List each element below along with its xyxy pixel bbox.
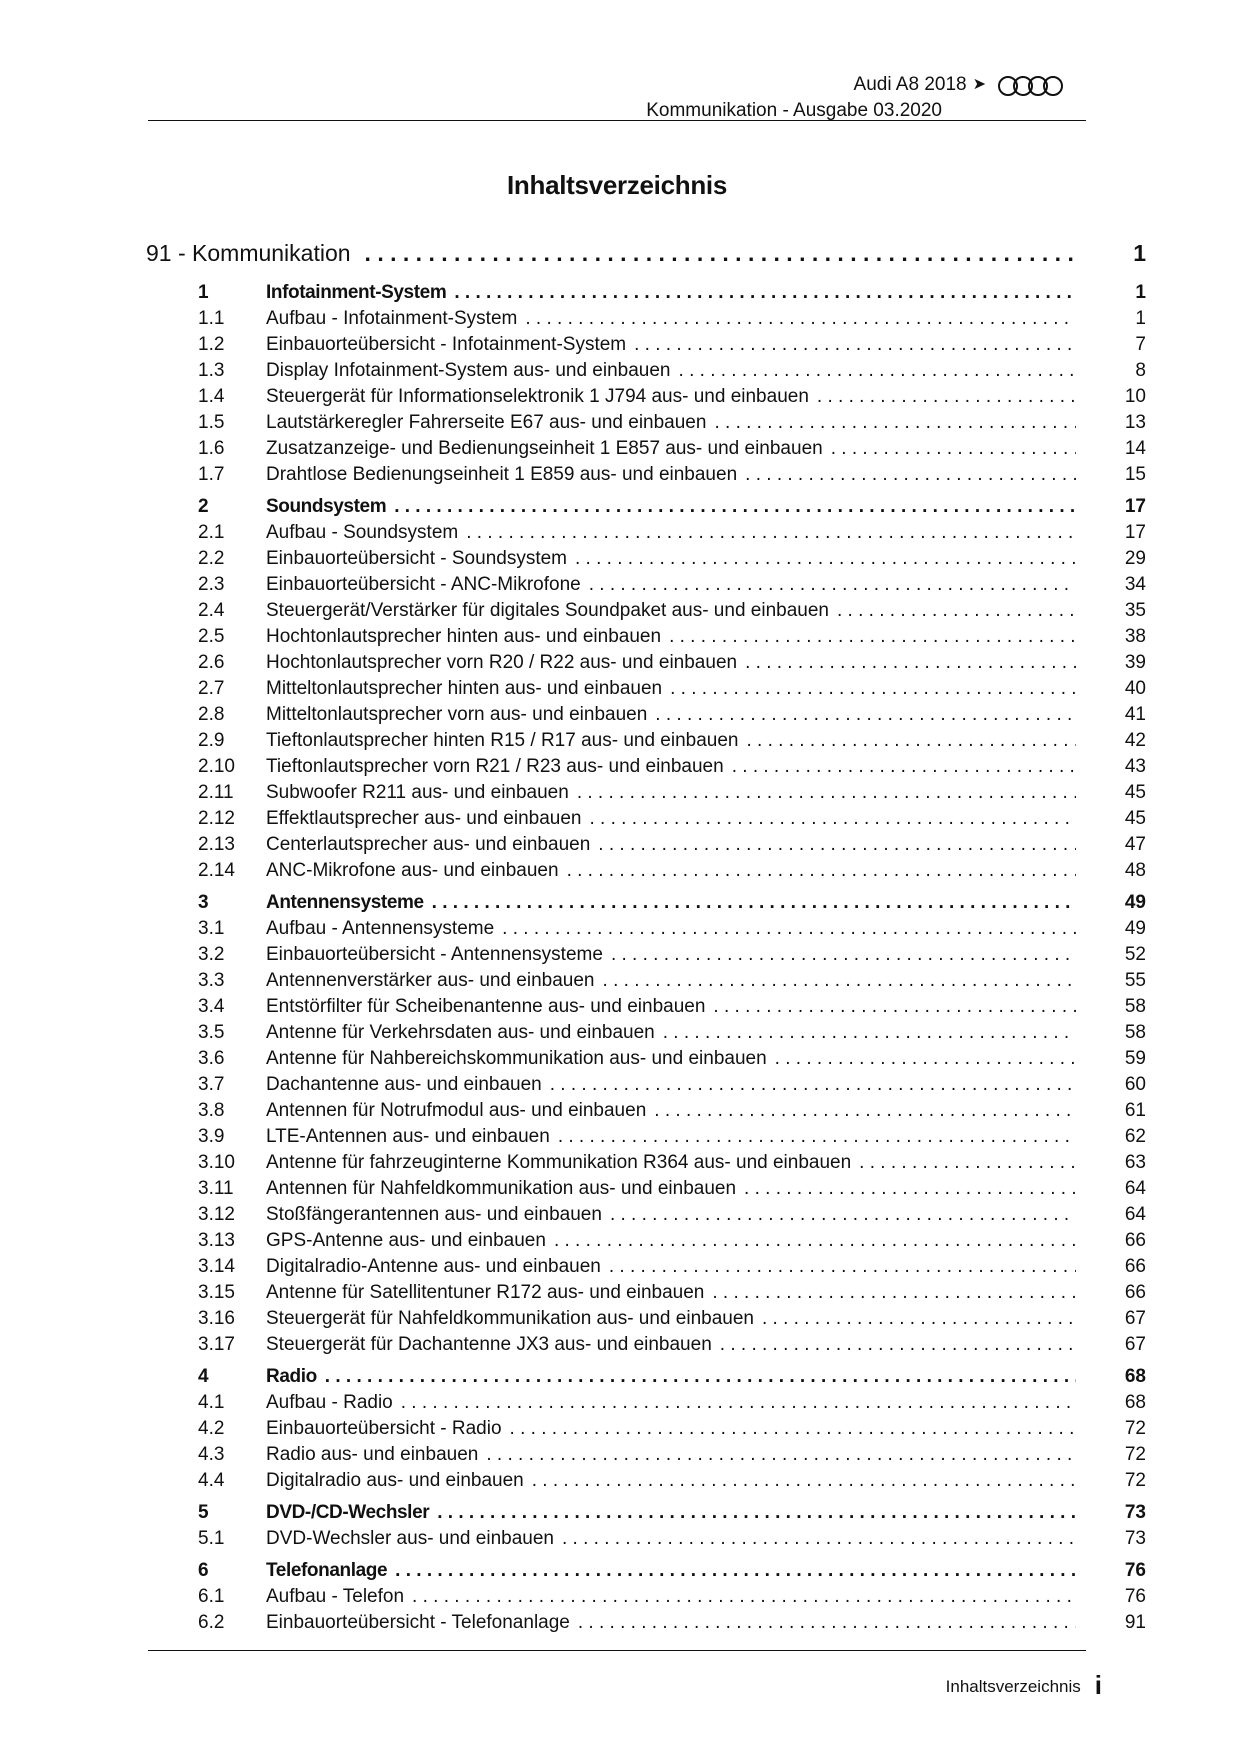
toc-dot-leader [598,834,1076,856]
toc-dot-leader [437,1502,1076,1524]
toc-chapter-row[interactable] [146,240,1146,276]
toc-dot-leader [634,334,1076,356]
toc-dot-leader [554,1230,1076,1252]
toc-entry-label: Antennen für Notrufmodul aus- und einbauen [266,1100,647,1121]
toc-page-number: 67 [1124,1308,1146,1329]
toc-entry-number: 1.7 [198,464,225,485]
toc-entry-label: Effektlautsprecher aus- und einbauen [266,808,582,829]
toc-subsection-row[interactable] [146,1256,1146,1282]
toc-dot-leader [745,464,1076,486]
toc-page-number: 10 [1124,386,1146,407]
toc-subsection-row[interactable] [146,1152,1146,1178]
toc-entry-number: 6 [198,1560,209,1581]
toc-entry-number: 1 [198,282,209,303]
toc-entry-label: Aufbau - Antennensysteme [266,918,495,939]
toc-dot-leader [669,626,1076,648]
toc-subsection-row[interactable] [146,1126,1146,1152]
toc-page-number: 62 [1124,1126,1146,1147]
toc-subsection-row[interactable] [146,970,1146,996]
toc-dot-leader [325,1366,1076,1388]
toc-page-number: 17 [1124,522,1146,543]
toc-subsection-row[interactable] [146,626,1146,652]
toc-entry-label: Display Infotainment-System aus- und einbauen [266,360,671,381]
toc-page-number: 43 [1124,756,1146,777]
toc-entry-label: Antenne für Nahbereichskommunikation aus- und einbauen [266,1048,767,1069]
toc-dot-leader [745,652,1076,674]
toc-subsection-row[interactable] [146,1100,1146,1126]
toc-page-number: 60 [1124,1074,1146,1095]
toc-dot-leader [655,704,1076,726]
toc-dot-leader [654,1100,1076,1122]
toc-dot-leader [831,438,1076,460]
toc-entry-number: 3.3 [198,970,225,991]
toc-subsection-row[interactable] [146,1022,1146,1048]
toc-entry-label: Antenne für Verkehrsdaten aus- und einbauen [266,1022,655,1043]
toc-entry-label: Steuergerät für Informationselektronik 1 J794 aus- und einbauen [266,386,809,407]
toc-entry-label: Centerlautsprecher aus- und einbauen [266,834,591,855]
toc-subsection-row[interactable] [146,756,1146,782]
toc-subsection-row[interactable] [146,464,1146,490]
toc-entry-label: Stoßfängerantennen aus- und einbauen [266,1204,602,1225]
toc-dot-leader [432,892,1076,914]
toc-dot-leader [577,782,1076,804]
toc-page-number: 39 [1124,652,1146,673]
toc-dot-leader [714,412,1076,434]
toc-subsection-row[interactable] [146,522,1146,548]
toc-section-row[interactable] [146,496,1146,522]
header-subtitle: Kommunikation - Ausgabe 03.2020 [646,100,942,121]
toc-dot-leader [732,756,1076,778]
toc-subsection-row[interactable] [146,704,1146,730]
toc-page-number: 38 [1124,626,1146,647]
page-title: Inhaltsverzeichnis [506,170,728,200]
toc-subsection-row[interactable] [146,730,1146,756]
header-model [854,74,986,96]
toc-dot-leader [837,600,1076,622]
toc-entry-number: 1.2 [198,334,225,355]
toc-page-number: 63 [1124,1152,1146,1173]
toc-subsection-row[interactable] [146,1470,1146,1496]
toc-dot-leader [395,1560,1076,1582]
toc-dot-leader [589,808,1076,830]
toc-subsection-row[interactable] [146,918,1146,944]
toc-entry-number: 1.6 [198,438,225,459]
toc-entry-number: 3.16 [198,1308,235,1329]
toc-dot-leader [744,1178,1076,1200]
toc-page-number: 29 [1124,548,1146,569]
toc-entry-number: 2.9 [198,730,225,751]
toc-page-number: 68 [1124,1366,1146,1387]
toc-page-number: 35 [1124,600,1146,621]
toc-page-number: 45 [1124,808,1146,829]
toc-page-number: 66 [1124,1256,1146,1277]
toc-dot-leader [466,522,1076,544]
toc-entry-label: DVD-Wechsler aus- und einbauen [266,1528,554,1549]
toc-page-number: 45 [1124,782,1146,803]
toc-entry-number: 5 [198,1502,209,1523]
toc-dot-leader [713,996,1076,1018]
toc-entry-number: 2 [198,496,209,517]
toc-entry-number: 3.4 [198,996,225,1017]
toc-entry-label: Antenne für fahrzeuginterne Kommunikation R364 aus- und einbauen [266,1152,852,1173]
toc-entry-number: 3.1 [198,918,225,939]
toc-subsection-row[interactable] [146,1204,1146,1230]
toc-section-row[interactable] [146,282,1146,308]
toc-section-row[interactable] [146,1502,1146,1528]
toc-entry-number: 3.6 [198,1048,225,1069]
toc-subsection-row[interactable] [146,1612,1146,1638]
toc-entry-number: 3.7 [198,1074,225,1095]
toc-entry-number: 4.1 [198,1392,225,1413]
toc-page-number: 76 [1124,1586,1146,1607]
toc-entry-number: 91 - Kommunikation [146,240,351,266]
toc-dot-leader [747,730,1077,752]
toc-subsection-row[interactable] [146,782,1146,808]
toc-entry-number: 2.6 [198,652,225,673]
toc-page-number: 59 [1124,1048,1146,1069]
toc-dot-leader [611,944,1076,966]
toc-entry-label: Dachantenne aus- und einbauen [266,1074,542,1095]
toc-dot-leader [679,360,1076,382]
toc-entry-label: Einbauorteübersicht - Infotainment-System [266,334,627,355]
toc-entry-label: Einbauorteübersicht - Antennensysteme [266,944,603,965]
toc-entry-number: 3.10 [198,1152,235,1173]
toc-page-number: 48 [1124,860,1146,881]
footer-page-number: i [1094,1670,1102,1700]
toc-entry-number: 2.4 [198,600,225,621]
toc-entry-label: Lautstärkeregler Fahrerseite E67 aus- und einbauen [266,412,707,433]
toc-page-number: 72 [1124,1470,1146,1491]
toc-dot-leader [412,1586,1076,1608]
toc-subsection-row[interactable] [146,548,1146,574]
toc-entry-label: Drahtlose Bedienungseinheit 1 E859 aus- und einbauen [266,464,738,485]
toc-entry-number: 1.4 [198,386,225,407]
toc-entry-number: 3.17 [198,1334,235,1355]
arrow-right-icon: ➤ [972,76,986,93]
toc-page-number: 76 [1124,1560,1146,1581]
toc-entry-number: 4.2 [198,1418,225,1439]
toc-entry-number: 1.5 [198,412,225,433]
toc-entry-label: Radio aus- und einbauen [266,1444,479,1465]
toc-entry-label: Steuergerät für Nahfeldkommunikation aus- und einbauen [266,1308,754,1329]
toc-dot-leader [365,240,1076,267]
footer-label: Inhaltsverzeichnis [945,1677,1081,1696]
toc-section-row[interactable] [146,1560,1146,1586]
toc-entry-label: Einbauorteübersicht - Soundsystem [266,548,567,569]
toc-subsection-row[interactable] [146,808,1146,834]
toc-page-number: 7 [1135,334,1146,355]
toc-entry-number: 2.10 [198,756,235,777]
toc-entry-label: LTE-Antennen aus- und einbauen [266,1126,550,1147]
toc-dot-leader [562,1528,1076,1550]
toc-entry-label: Einbauorteübersicht - ANC-Mikrofone [266,574,581,595]
toc-entry-label: Soundsystem [266,496,387,517]
toc-entry-label: Steuergerät für Dachantenne JX3 aus- und einbauen [266,1334,712,1355]
toc-dot-leader [401,1392,1076,1414]
toc-entry-label: Antennen für Nahfeldkommunikation aus- und einbauen [266,1178,737,1199]
toc-entry-number: 3.15 [198,1282,235,1303]
toc-entry-label: Antennenverstärker aus- und einbauen [266,970,595,991]
toc-page-number: 34 [1124,574,1146,595]
toc-page-number: 91 [1124,1612,1146,1633]
toc-entry-label: Antenne für Satellitentuner R172 aus- und einbauen [266,1282,705,1303]
toc-subsection-row[interactable] [146,678,1146,704]
toc-page-number: 61 [1124,1100,1146,1121]
toc-subsection-row[interactable] [146,1308,1146,1334]
toc-entry-number: 1.3 [198,360,225,381]
toc-entry-label: GPS-Antenne aus- und einbauen [266,1230,546,1251]
toc-page-number: 49 [1124,892,1146,913]
page-footer [946,1670,1102,1701]
toc-page-number: 58 [1124,1022,1146,1043]
toc-subsection-row[interactable] [146,1282,1146,1308]
toc-entry-label: Tieftonlautsprecher vorn R21 / R23 aus- und einbauen [266,756,724,777]
toc-page-number: 64 [1124,1178,1146,1199]
toc-dot-leader [502,918,1076,940]
toc-subsection-row[interactable] [146,600,1146,626]
toc-page-number: 64 [1124,1204,1146,1225]
toc-dot-leader [775,1048,1076,1070]
toc-entry-number: 4 [198,1366,209,1387]
toc-page-number: 67 [1124,1334,1146,1355]
toc-page-number: 40 [1124,678,1146,699]
toc-dot-leader [663,1022,1076,1044]
toc-entry-label: Digitalradio-Antenne aus- und einbauen [266,1256,601,1277]
toc-page-number: 17 [1124,496,1146,517]
toc-entry-label: Zusatzanzeige- und Bedienungseinheit 1 E857 aus- und einbauen [266,438,823,459]
toc-entry-label: Digitalradio aus- und einbauen [266,1470,524,1491]
toc-subsection-row[interactable] [146,1586,1146,1612]
toc-entry-number: 3.5 [198,1022,225,1043]
toc-entry-number: 3.2 [198,944,225,965]
toc-entry-number: 3 [198,892,209,913]
toc-entry-label: DVD-/CD-Wechsler [266,1502,430,1523]
toc-entry-label: Hochtonlautsprecher vorn R20 / R22 aus- und einbauen [266,652,738,673]
toc-subsection-row[interactable] [146,334,1146,360]
toc-entry-label: Aufbau - Telefon [266,1586,405,1607]
toc-subsection-row[interactable] [146,360,1146,386]
toc-entry-label: ANC-Mikrofone aus- und einbauen [266,860,559,881]
toc-subsection-row[interactable] [146,652,1146,678]
toc-subsection-row[interactable] [146,1334,1146,1360]
toc-dot-leader [712,1282,1076,1304]
footer-divider [148,1650,1086,1651]
toc-entry-label: Tieftonlautsprecher hinten R15 / R17 aus- und einbauen [266,730,739,751]
toc-entry-label: Entstörfilter für Scheibenantenne aus- und einbauen [266,996,706,1017]
toc-dot-leader [486,1444,1076,1466]
toc-entry-number: 2.1 [198,522,225,543]
toc-dot-leader [670,678,1076,700]
toc-subsection-row[interactable] [146,1444,1146,1470]
toc-entry-number: 3.11 [198,1178,234,1199]
toc-entry-label: Mitteltonlautsprecher hinten aus- und einbauen [266,678,663,699]
toc-dot-leader [510,1418,1076,1440]
toc-entry-label: Subwoofer R211 aus- und einbauen [266,782,569,803]
toc-subsection-row[interactable] [146,860,1146,886]
toc-page-number: 47 [1124,834,1146,855]
toc-dot-leader [567,860,1076,882]
toc-entry-label: Antennensysteme [266,892,424,913]
toc-section-row[interactable] [146,892,1146,918]
toc-subsection-row[interactable] [146,574,1146,600]
toc-subsection-row[interactable] [146,308,1146,334]
toc-subsection-row[interactable] [146,386,1146,412]
toc-entry-number: 6.1 [198,1586,225,1607]
toc-subsection-row[interactable] [146,412,1146,438]
toc-page-number: 58 [1124,996,1146,1017]
toc-dot-leader [720,1334,1076,1356]
toc-entry-number: 2.5 [198,626,225,647]
toc-entry-number: 3.8 [198,1100,225,1121]
header-divider [148,120,1086,121]
toc-entry-label: Infotainment-System [266,282,447,303]
toc-page-number: 73 [1124,1502,1146,1523]
toc-page-number: 1 [1135,282,1146,303]
toc-subsection-row[interactable] [146,834,1146,860]
toc-subsection-row[interactable] [146,944,1146,970]
table-of-contents [146,240,1146,1638]
toc-entry-label: Aufbau - Soundsystem [266,522,459,543]
toc-entry-number: 2.11 [198,782,234,803]
toc-subsection-row[interactable] [146,438,1146,464]
toc-subsection-row[interactable] [146,1418,1146,1444]
toc-page-number: 73 [1124,1528,1146,1549]
toc-entry-number: 4.4 [198,1470,225,1491]
toc-entry-number: 4.3 [198,1444,225,1465]
toc-entry-label: Mitteltonlautsprecher vorn aus- und einbauen [266,704,648,725]
toc-page-number: 68 [1124,1392,1146,1413]
toc-page-number: 13 [1124,412,1146,433]
toc-entry-label: Hochtonlautsprecher hinten aus- und einbauen [266,626,662,647]
toc-page-number: 1 [1133,240,1146,266]
toc-entry-number: 2.7 [198,678,225,699]
toc-page-number: 55 [1124,970,1146,991]
toc-entry-number: 2.12 [198,808,235,829]
page-header [148,70,1076,122]
toc-entry-number: 2.8 [198,704,225,725]
toc-entry-number: 2.14 [198,860,235,881]
toc-entry-number: 3.12 [198,1204,235,1225]
audi-rings-logo [998,76,1068,98]
toc-dot-leader [859,1152,1076,1174]
toc-dot-leader [603,970,1076,992]
toc-dot-leader [817,386,1076,408]
toc-subsection-row[interactable] [146,1528,1146,1554]
toc-page-number: 41 [1124,704,1146,725]
toc-dot-leader [609,1256,1076,1278]
toc-entry-label: Radio [266,1366,317,1387]
toc-page-number: 15 [1124,464,1146,485]
toc-subsection-row[interactable] [146,1230,1146,1256]
toc-page-number: 52 [1124,944,1146,965]
toc-entry-number: 3.9 [198,1126,225,1147]
toc-subsection-row[interactable] [146,1048,1146,1074]
toc-entry-label: Aufbau - Infotainment-System [266,308,518,329]
toc-entry-number: 2.2 [198,548,225,569]
toc-page-number: 66 [1124,1230,1146,1251]
toc-page-number: 1 [1135,308,1146,329]
toc-dot-leader [762,1308,1076,1330]
toc-entry-number: 6.2 [198,1612,225,1633]
toc-subsection-row[interactable] [146,996,1146,1022]
toc-dot-leader [589,574,1076,596]
toc-dot-leader [532,1470,1076,1492]
toc-entry-label: Steuergerät/Verstärker für digitales Soundpaket aus- und einbauen [266,600,829,621]
toc-section-row[interactable] [146,1366,1146,1392]
toc-entry-number: 3.13 [198,1230,235,1251]
toc-entry-number: 3.14 [198,1256,235,1277]
toc-dot-leader [558,1126,1076,1148]
toc-page-number: 14 [1124,438,1146,459]
toc-dot-leader [394,496,1076,518]
toc-entry-label: Telefonanlage [266,1560,388,1581]
toc-entry-label: Einbauorteübersicht - Telefonanlage [266,1612,570,1633]
toc-entry-number: 2.3 [198,574,225,595]
toc-page-number: 72 [1124,1418,1146,1439]
toc-entry-label: Aufbau - Radio [266,1392,393,1413]
toc-subsection-row[interactable] [146,1074,1146,1100]
toc-dot-leader [575,548,1076,570]
toc-dot-leader [454,282,1076,304]
toc-page-number: 72 [1124,1444,1146,1465]
toc-dot-leader [550,1074,1076,1096]
toc-subsection-row[interactable] [146,1178,1146,1204]
toc-entry-number: 2.13 [198,834,235,855]
toc-entry-label: Einbauorteübersicht - Radio [266,1418,502,1439]
toc-dot-leader [578,1612,1076,1634]
toc-page-number: 8 [1135,360,1146,381]
toc-dot-leader [525,308,1076,330]
toc-page-number: 49 [1124,918,1146,939]
toc-entry-number: 5.1 [198,1528,225,1549]
toc-page-number: 66 [1124,1282,1146,1303]
toc-page-number: 42 [1124,730,1146,751]
header-model-text: Audi A8 2018 [853,74,967,95]
toc-entry-number: 1.1 [198,308,225,329]
toc-subsection-row[interactable] [146,1392,1146,1418]
toc-dot-leader [610,1204,1076,1226]
